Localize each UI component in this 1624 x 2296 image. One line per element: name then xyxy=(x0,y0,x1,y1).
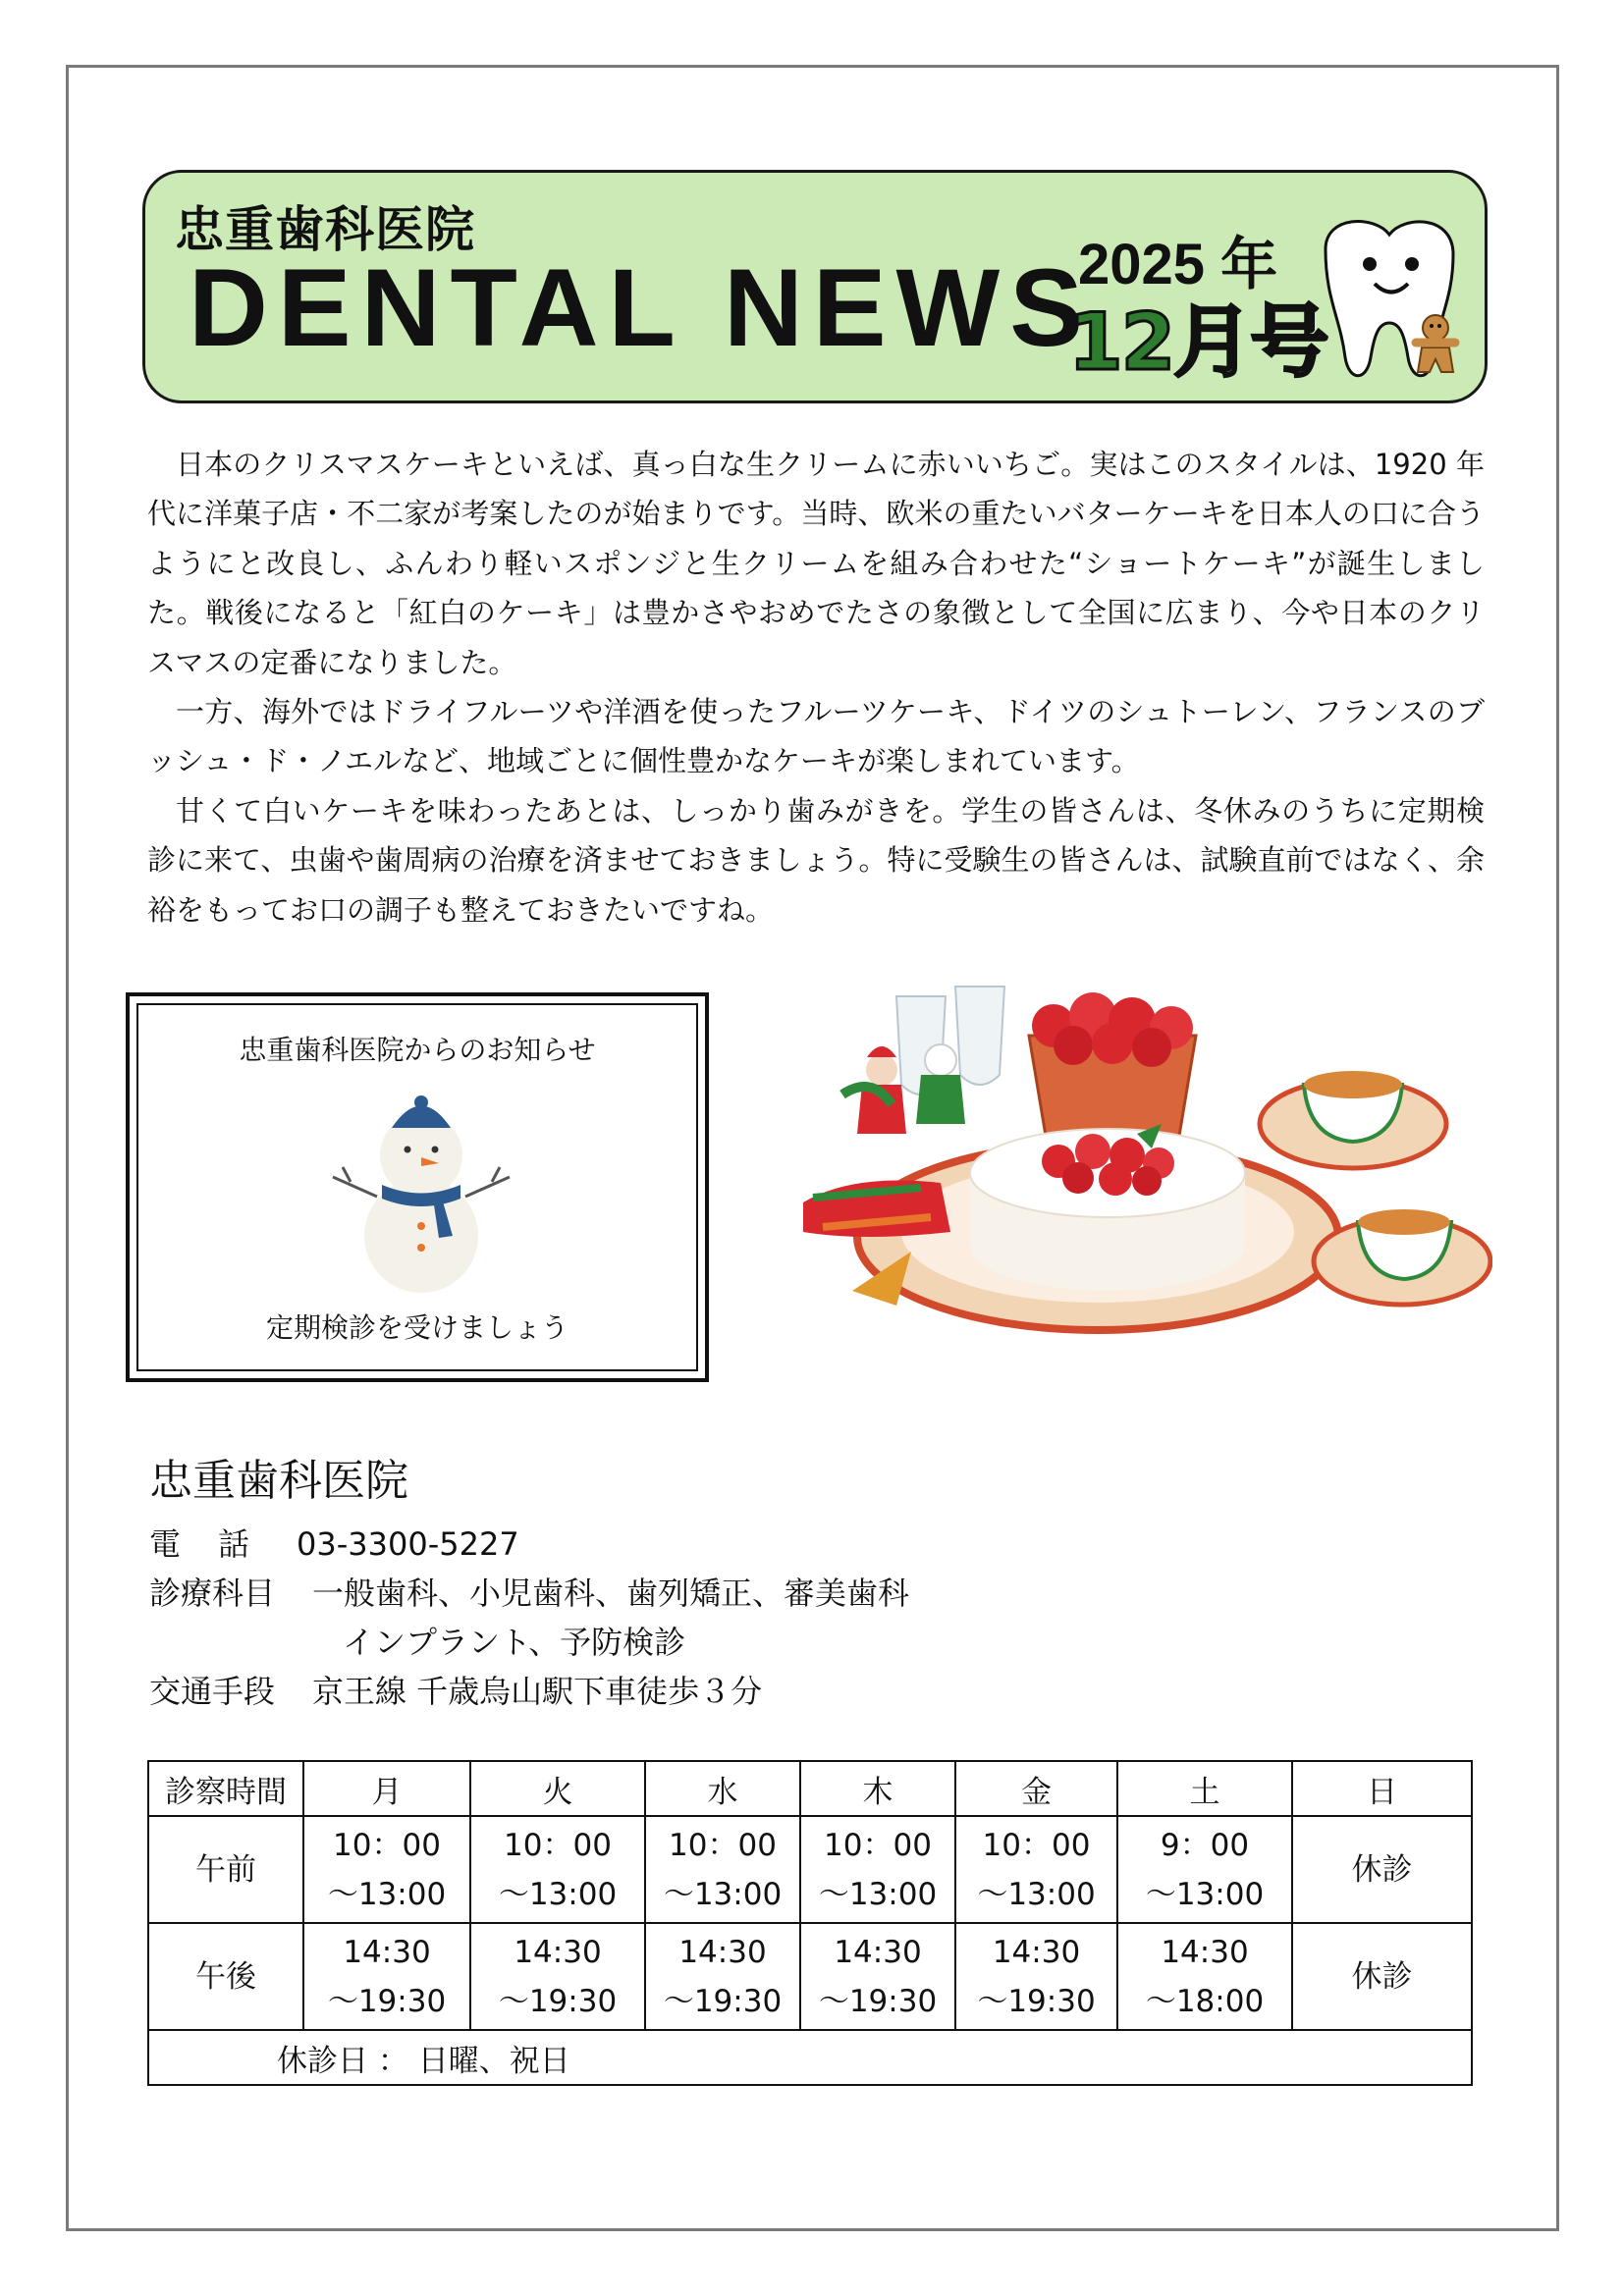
time-cell: 10：00 ～13:00 xyxy=(470,1816,645,1923)
issue-month: 12月号 xyxy=(1068,296,1327,388)
departments-row xyxy=(149,1569,909,1618)
newsletter-title: DENTAL NEWS xyxy=(189,246,1093,369)
time-cell: 14:30 ～18:00 xyxy=(1117,1923,1292,2030)
time-cell: 14:30 ～19:30 xyxy=(470,1923,645,2030)
row-label: 午後 xyxy=(148,1923,303,2030)
time-cell: 14:30 ～19:30 xyxy=(800,1923,955,2030)
closed-days: 休診日 ： 日曜、祝日 xyxy=(148,2030,1472,2085)
closed-cell: 休診 xyxy=(1292,1923,1472,2030)
notice-title: 忠重歯科医院からのお知らせ xyxy=(239,1034,596,1066)
article-paragraph: 日本のクリスマスケーキといえば、真っ白な生クリームに赤いいちご。実はこのスタイルは、1920 年代に洋菓子店・不二家が考案したのが始まりです。当時、欧米の重たいバターケーキを日本人の口に合うようにと改良し、ふんわり軽いスポンジと生クリームを組み合わせた“ショートケーキ”が誕生しました。戦後になると「紅白のケーキ」は豊かさやおめでたさの象徴として全国に広まり、今や日本のクリスマスの定番になりました。 xyxy=(147,448,1485,679)
christmas-cake-illustration xyxy=(793,977,1492,1360)
tooth-mascot-icon xyxy=(1306,210,1473,387)
row-label: 午前 xyxy=(148,1816,303,1923)
time-cell: 14:30 ～19:30 xyxy=(645,1923,800,2030)
closed-cell: 休診 xyxy=(1292,1816,1472,1923)
newsletter-header xyxy=(142,170,1488,403)
time-cell: 14:30 ～19:30 xyxy=(955,1923,1117,2030)
clinic-name: 忠重歯科医院 xyxy=(149,1456,408,1506)
day-header: 金 xyxy=(955,1761,1117,1816)
schedule-corner: 診察時間 xyxy=(148,1761,303,1816)
article-paragraph: 甘くて白いケーキを味わったあとは、しっかり歯みがきを。学生の皆さんは、冬休みのうちに定期検診に来て、虫歯や歯周病の治療を済ませておきましょう。特に受験生の皆さんは、試験直前ではなく、余裕をもってお口の調子も整えておきたいですね。 xyxy=(147,793,1485,927)
article-paragraph: 一方、海外ではドライフルーツや洋酒を使ったフルーツケーキ、ドイツのシュトーレン、フランスのブッシュ・ド・ノエルなど、地域ごとに個性豊かなケーキが楽しまれています。 xyxy=(147,695,1485,778)
departments-line-2: インプラント、予防検診 xyxy=(343,1624,686,1661)
schedule-header-row xyxy=(148,1761,1472,1816)
clinic-info xyxy=(149,1520,909,1716)
time-cell: 14:30 ～19:30 xyxy=(303,1923,470,2030)
morning-row xyxy=(148,1816,1472,1923)
cake-icon xyxy=(970,1124,1245,1291)
notice-box xyxy=(126,992,709,1382)
issue-year: 2025 年 xyxy=(1078,233,1278,296)
departments-row-2 xyxy=(149,1618,909,1667)
day-header: 月 xyxy=(303,1761,470,1816)
day-header: 水 xyxy=(645,1761,800,1816)
closed-days-row xyxy=(148,2030,1472,2085)
notice-message: 定期検診を受けましょう xyxy=(265,1311,568,1344)
schedule-table xyxy=(147,1760,1473,2086)
time-cell: 9：00 ～13:00 xyxy=(1117,1816,1292,1923)
header-clinic-name: 忠重歯科医院 xyxy=(175,201,475,258)
day-header: 木 xyxy=(800,1761,955,1816)
day-header: 日 xyxy=(1292,1761,1472,1816)
phone-number[interactable]: 03-3300-5227 xyxy=(297,1525,519,1563)
day-header: 土 xyxy=(1117,1761,1292,1816)
access-label: 交通手段 xyxy=(149,1673,276,1710)
time-cell: 10：00 ～13:00 xyxy=(800,1816,955,1923)
access-info: 京王線 千歳烏山駅下車徒歩３分 xyxy=(312,1673,763,1710)
time-cell: 10：00 ～13:00 xyxy=(955,1816,1117,1923)
phone-row xyxy=(149,1520,909,1569)
phone-label: 電話 xyxy=(149,1525,288,1563)
day-header: 火 xyxy=(470,1761,645,1816)
time-cell: 10：00 ～13:00 xyxy=(303,1816,470,1923)
article-body xyxy=(147,440,1485,934)
access-row xyxy=(149,1667,909,1716)
snowman-icon xyxy=(323,1089,519,1295)
time-cell: 10：00 ～13:00 xyxy=(645,1816,800,1923)
departments-line-1: 一般歯科、小児歯科、歯列矯正、審美歯科 xyxy=(312,1575,910,1612)
departments-label: 診療科目 xyxy=(149,1575,276,1612)
afternoon-row xyxy=(148,1923,1472,2030)
